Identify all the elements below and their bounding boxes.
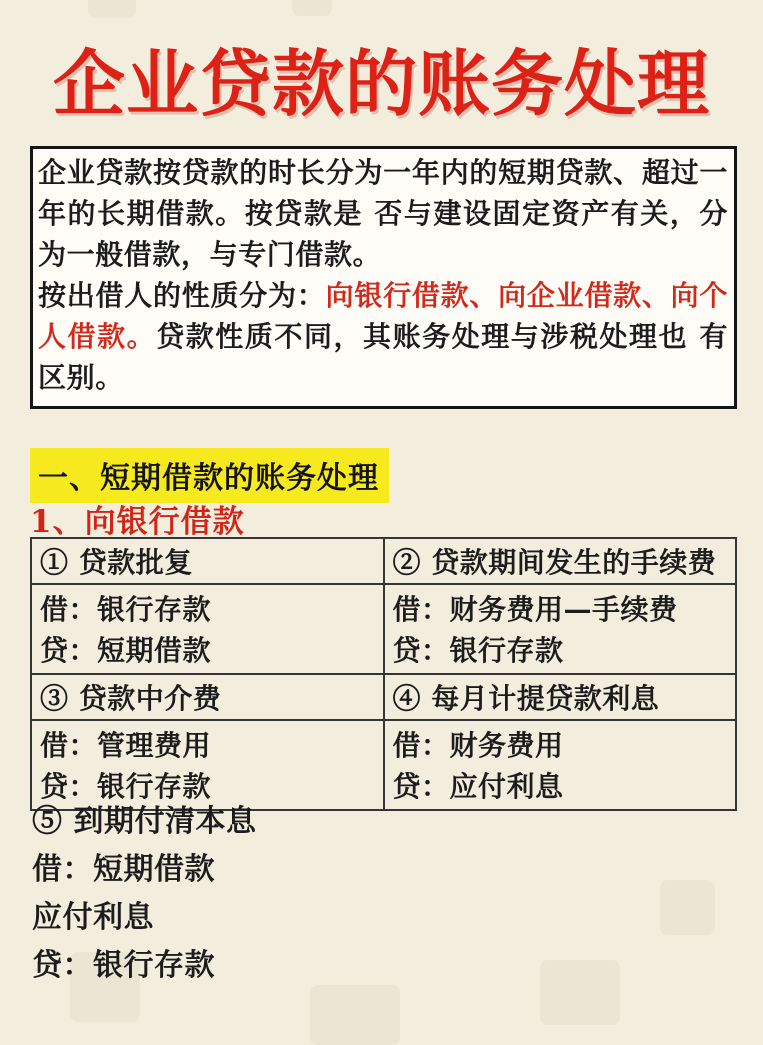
entry-line: 应付利息 [32,900,154,935]
intro-box [30,146,737,409]
entry-line: 贷：银行存款 [40,770,212,803]
entry-line: 借：管理费用 [40,729,212,762]
entry-cell-4-header: ④ 每月计提贷款利息 [384,674,737,720]
background-watermark [660,880,715,935]
entry-cell-3-body [31,720,384,810]
entry-cell-2-header: ② 贷款期间发生的手续费 [384,538,737,584]
background-watermark [292,0,332,16]
intro-text-1: 企业贷款按贷款的时长分为一年内的短期贷款、超过一年的长期借款。按贷款是 否与建设固定资产有关，分为一般借款，与专门借款。 [38,156,728,271]
journal-entries-table [30,537,737,811]
entry-line: 借：财务费用 [392,729,564,762]
table-header-row-2 [31,674,736,720]
entry-cell-1-header: ① 贷款批复 [31,538,384,584]
entry-cell-4-body [384,720,737,810]
intro-paragraph-1 [38,152,728,275]
page-title: 企业贷款的账务处理 [52,41,710,126]
entry-5-header: ⑤ 到期付清本息 [32,804,257,839]
section-heading-short-term-loans: 一、短期借款的账务处理 [30,448,389,503]
intro-text-2c: 贷款性质不同，其账务处理与涉税处理也 有区别。 [38,320,728,394]
entry-cell-1-body [31,584,384,674]
intro-text-red-loan-types: 向银行借款、向企业借款、向个人借款。 [38,279,728,353]
intro-paragraph-2 [38,275,728,398]
entry-line: 贷：应付利息 [392,770,564,803]
intro-text-2a: 按出借人的性质分为： [38,279,326,312]
table-header-row-1 [31,538,736,584]
entry-line: 借：财务费用—手续费 [392,593,678,626]
entry-cell-2-body [384,584,737,674]
background-watermark [88,0,136,18]
entry-cell-3-header: ③ 贷款中介费 [31,674,384,720]
entry-line: 贷：银行存款 [392,634,564,667]
background-watermark [310,985,400,1045]
table-body-row-2 [31,720,736,810]
background-watermark [540,960,620,1025]
entry-line: 借：银行存款 [40,593,212,626]
entry-line: 借：短期借款 [32,852,215,887]
sub-heading-bank-loan: 1、向银行借款 [30,504,245,540]
entry-5-block [32,798,256,990]
table-body-row-1 [31,584,736,674]
entry-line: 贷：银行存款 [32,948,215,983]
entry-line: 贷：短期借款 [40,634,212,667]
